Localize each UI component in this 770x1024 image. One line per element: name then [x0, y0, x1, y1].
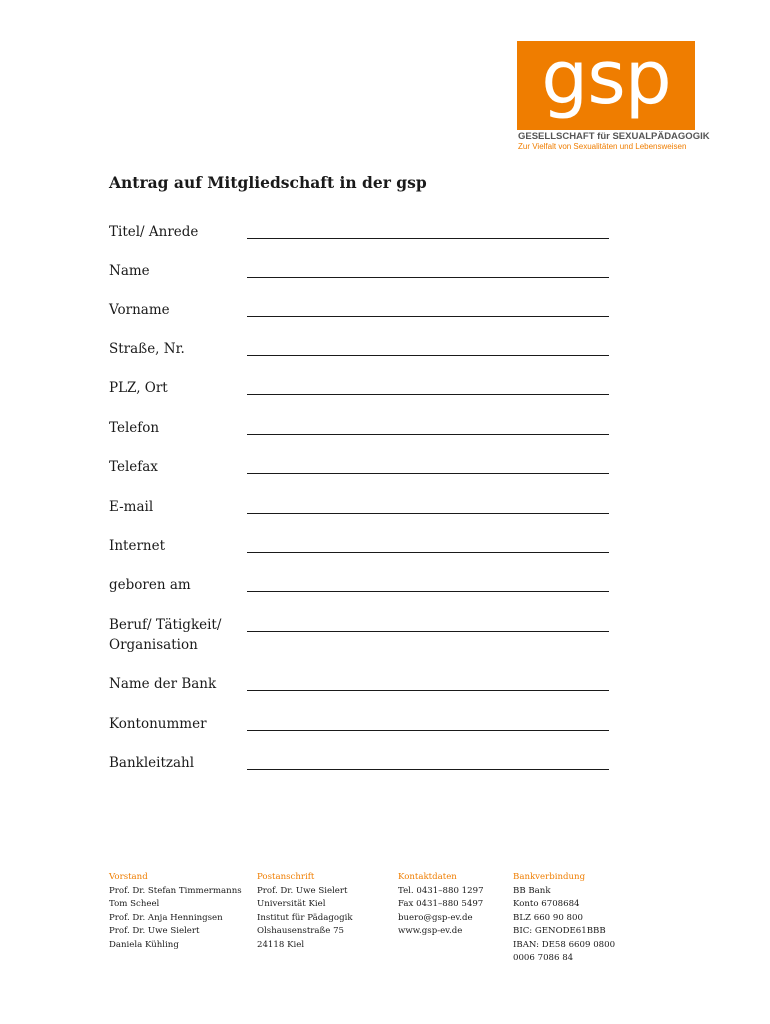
label-name: Name — [109, 263, 150, 279]
footer-kontaktdaten — [398, 871, 484, 939]
label-name-der-bank: Name der Bank — [109, 676, 217, 692]
field-beruf-organisation[interactable] — [247, 631, 609, 632]
footer-line: BLZ 660 90 800 — [513, 912, 583, 923]
label-email: E-mail — [109, 499, 154, 515]
logo-org-name: GESELLSCHAFT für SEXUALPÄDAGOGIK — [518, 131, 710, 142]
field-titel-anrede[interactable] — [247, 238, 609, 239]
footer-line: Olshausenstraße 75 — [257, 926, 345, 936]
label-bankleitzahl: Bankleitzahl — [109, 755, 195, 771]
footer-line: BB Bank — [513, 885, 551, 896]
field-email[interactable] — [247, 513, 609, 514]
field-kontonummer[interactable] — [247, 730, 609, 731]
label-beruf: Beruf/ Tätigkeit/ — [109, 617, 222, 633]
footer-postanschrift — [257, 871, 353, 952]
gsp-logo — [517, 35, 710, 151]
field-name[interactable] — [247, 277, 609, 278]
footer-heading: Bankverbindung — [513, 872, 586, 882]
field-telefax[interactable] — [247, 473, 609, 474]
label-kontonummer: Kontonummer — [109, 716, 207, 732]
form-title: Antrag auf Mitgliedschaft in der gsp — [109, 173, 427, 192]
footer-line: Tel. 0431–880 1297 — [398, 885, 484, 896]
footer-line: Institut für Pädagogik — [257, 912, 353, 923]
field-name-der-bank[interactable] — [247, 690, 609, 691]
label-internet: Internet — [109, 538, 166, 554]
footer-heading: Vorstand — [109, 872, 148, 882]
logo-tagline: Zur Vielfalt von Sexualitäten und Lebensweisen — [518, 142, 687, 151]
footer-line: 24118 Kiel — [257, 939, 305, 950]
label-telefax: Telefax — [109, 459, 158, 475]
footer-line: Prof. Dr. Uwe Sielert — [257, 885, 348, 896]
label-strasse: Straße, Nr. — [109, 341, 185, 357]
footer-line: Fax 0431–880 5497 — [398, 899, 484, 909]
label-geboren-am: geboren am — [109, 577, 191, 593]
field-telefon[interactable] — [247, 434, 609, 435]
footer-heading: Postanschrift — [257, 872, 315, 882]
label-telefon: Telefon — [109, 420, 160, 436]
field-strasse[interactable] — [247, 355, 609, 356]
footer-line: BIC: GENODE61BBB — [513, 926, 606, 936]
field-plz-ort[interactable] — [247, 394, 609, 395]
footer-line: Universität Kiel — [257, 899, 326, 909]
footer-line: 0006 7086 84 — [513, 953, 574, 963]
footer-heading: Kontaktdaten — [398, 872, 457, 882]
label-plz-ort: PLZ, Ort — [109, 380, 168, 396]
label-vorname: Vorname — [109, 302, 170, 318]
field-internet[interactable] — [247, 552, 609, 553]
label-titel-anrede: Titel/ Anrede — [109, 224, 199, 240]
footer-bankverbindung — [513, 871, 615, 966]
footer-website-link[interactable]: www.gsp-ev.de — [398, 926, 463, 936]
footer-line: Prof. Dr. Anja Henningsen — [109, 912, 223, 923]
footer-line: Daniela Kühling — [109, 939, 179, 950]
footer-line: Konto 6708684 — [513, 899, 580, 909]
footer-line: Tom Scheel — [109, 899, 160, 909]
footer-line: IBAN: DE58 6609 0800 — [513, 939, 616, 950]
field-geboren-am[interactable] — [247, 591, 609, 592]
footer-line: Prof. Dr. Stefan Timmermanns — [109, 885, 242, 896]
logo-wordmark: gsp — [541, 35, 671, 121]
footer-email-link[interactable]: buero@gsp-ev.de — [398, 912, 473, 923]
footer-line: Prof. Dr. Uwe Sielert — [109, 926, 200, 936]
field-vorname[interactable] — [247, 316, 609, 317]
logo-orange-box — [517, 35, 695, 130]
label-organisation: Organisation — [109, 637, 198, 653]
field-bankleitzahl[interactable] — [247, 769, 609, 770]
footer-vorstand — [109, 871, 242, 952]
